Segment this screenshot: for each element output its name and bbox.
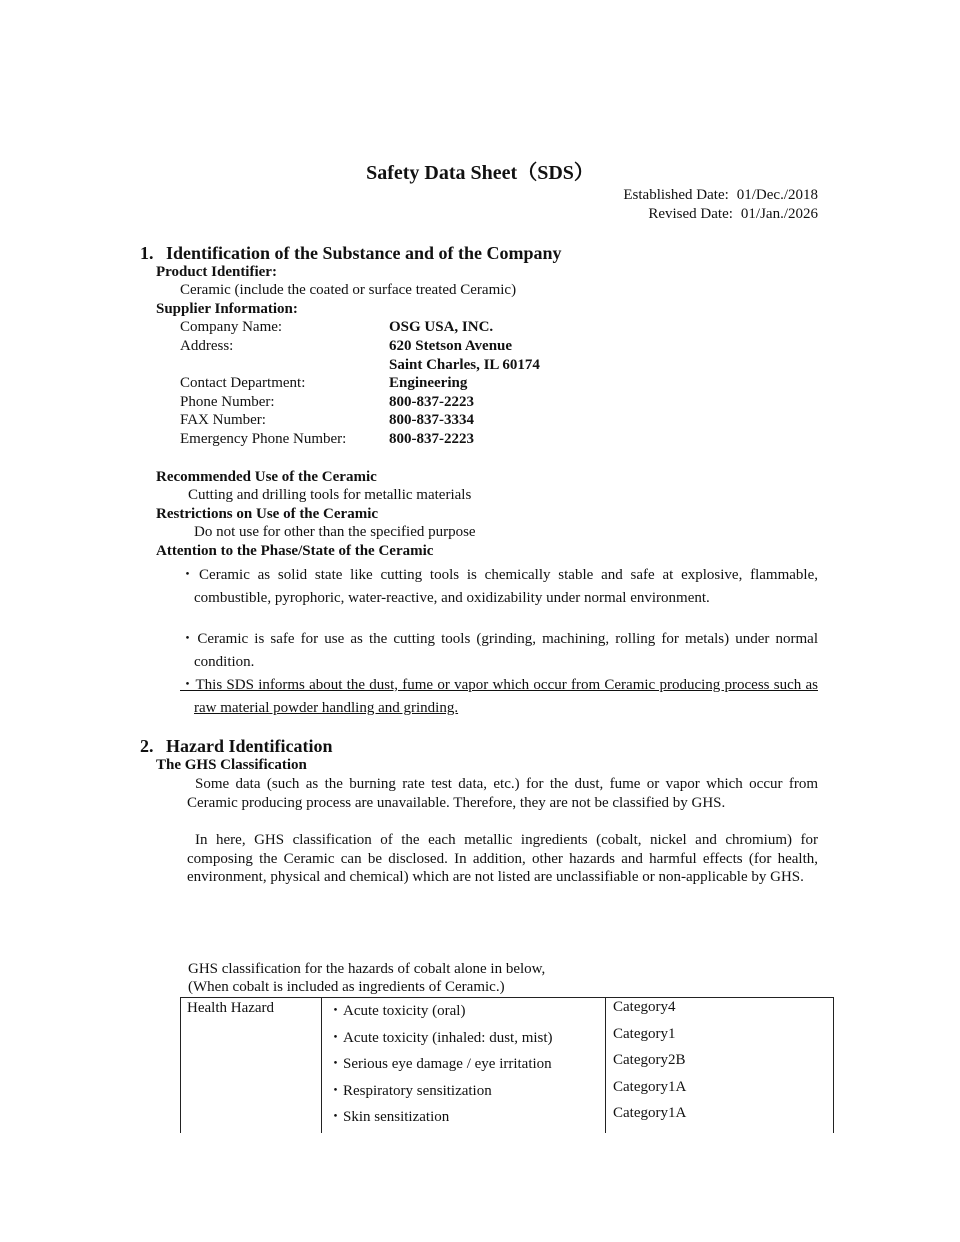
table-category-3: Category2B [613, 1052, 686, 1069]
established-date-value: 01/Dec./2018 [736, 187, 818, 203]
ghs-paragraph-1: Some data (such as the burning rate test data, etc.) for the dust, fume or vapor which occur from Ceramic producing process are unavailable. Therefore, they are not be classified by GHS. [187, 776, 818, 811]
attention-bullet-2-text: ・Ceramic is safe for use as the cutting tools (grinding, machining, rolling for metals) under normal condition. [180, 631, 818, 670]
attention-bullet-2 [180, 628, 818, 673]
table-category-column [606, 998, 834, 1134]
section1-number: 1. [140, 243, 154, 263]
established-date [623, 187, 818, 204]
recommended-use-value: Cutting and drilling tools for metallic materials [188, 487, 472, 503]
restrictions-value: Do not use for other than the specified purpose [194, 524, 476, 540]
table-group-cell [181, 998, 322, 1134]
fax-number-value: 800-837-3334 [389, 412, 474, 428]
table-hazard-2: ・Acute toxicity (inhaled: dust, mist) [328, 1029, 553, 1046]
supplier-information-label: Supplier Information: [156, 301, 298, 317]
address-line1: 620 Stetson Avenue [389, 338, 513, 354]
table-hazard-5: ・Skin sensitization [328, 1109, 450, 1126]
product-identifier-label: Product Identifier: [156, 264, 277, 280]
revised-date-label: Revised Date: [648, 206, 733, 222]
revised-date [648, 206, 818, 223]
section2-number: 2. [140, 736, 154, 756]
table-hazard-3: ・Serious eye damage / eye irritation [328, 1056, 552, 1073]
attention-bullet-1 [180, 564, 818, 609]
attention-bullet-1-text: ・Ceramic as solid state like cutting tools is chemically stable and safe at explosive, flammable, combustible, pyrophoric, water-reactive, and oxidizability under normal environment. [180, 567, 818, 606]
table-intro-line1: GHS classification for the hazards of cobalt alone in below, [188, 961, 546, 977]
emergency-phone-label: Emergency Phone Number: [180, 431, 347, 447]
ghs-classification-label: The GHS Classification [156, 757, 307, 773]
table-group-label: Health Hazard [187, 1000, 275, 1016]
company-name-label: Company Name: [180, 319, 283, 335]
cobalt-ghs-table [180, 997, 834, 1133]
table-category-1: Category4 [613, 999, 676, 1015]
revised-date-value: 01/Jan./2026 [740, 206, 818, 222]
attention-label: Attention to the Phase/State of the Ceramic [156, 543, 434, 559]
document-title: Safety Data Sheet（SDS） [366, 162, 594, 184]
ghs-paragraph-2: In here, GHS classification of the each metallic ingredients (cobalt, nickel and chromium) for composing the Ceramic can be disclosed. In addition, other hazards and harmful effects (for health, environment, physical and chemical) which are not listed are unclassifiable or non-applicable by GHS. [187, 832, 818, 886]
section2-heading [140, 736, 333, 757]
address-label: Address: [180, 338, 234, 354]
phone-number-value: 800-837-2223 [389, 394, 474, 410]
table-category-2: Category1 [613, 1025, 676, 1042]
attention-bullet-3-text: ・This SDS informs about the dust, fume or vapor which occur from Ceramic producing process such as raw material powder handling and grinding. [180, 677, 818, 716]
recommended-use-label: Recommended Use of the Ceramic [156, 469, 377, 485]
table-category-4: Category1A [613, 1078, 687, 1095]
table-category-5: Category1A [613, 1105, 687, 1122]
address-line2: Saint Charles, IL 60174 [389, 357, 540, 373]
table-hazard-1: ・Acute toxicity (oral) [328, 1003, 466, 1019]
section1-heading [140, 243, 562, 264]
table-hazard-4: ・Respiratory sensitization [328, 1082, 492, 1099]
contact-department-value: Engineering [389, 375, 468, 391]
contact-department-label: Contact Department: [180, 375, 306, 391]
table-hazard-column [322, 998, 606, 1134]
emergency-phone-value: 800-837-2223 [389, 431, 474, 447]
restrictions-label: Restrictions on Use of the Ceramic [156, 506, 379, 522]
section1-title: Identification of the Substance and of the Company [166, 243, 562, 263]
company-name-value: OSG USA, INC. [389, 319, 494, 335]
table-intro-line2: (When cobalt is included as ingredients of Ceramic.) [188, 979, 505, 995]
product-identifier-value: Ceramic (include the coated or surface treated Ceramic) [180, 282, 517, 298]
phone-number-label: Phone Number: [180, 394, 275, 410]
established-date-label: Established Date: [623, 187, 729, 203]
section2-title: Hazard Identification [166, 736, 333, 756]
fax-number-label: FAX Number: [180, 412, 266, 428]
attention-bullet-3 [180, 674, 818, 719]
